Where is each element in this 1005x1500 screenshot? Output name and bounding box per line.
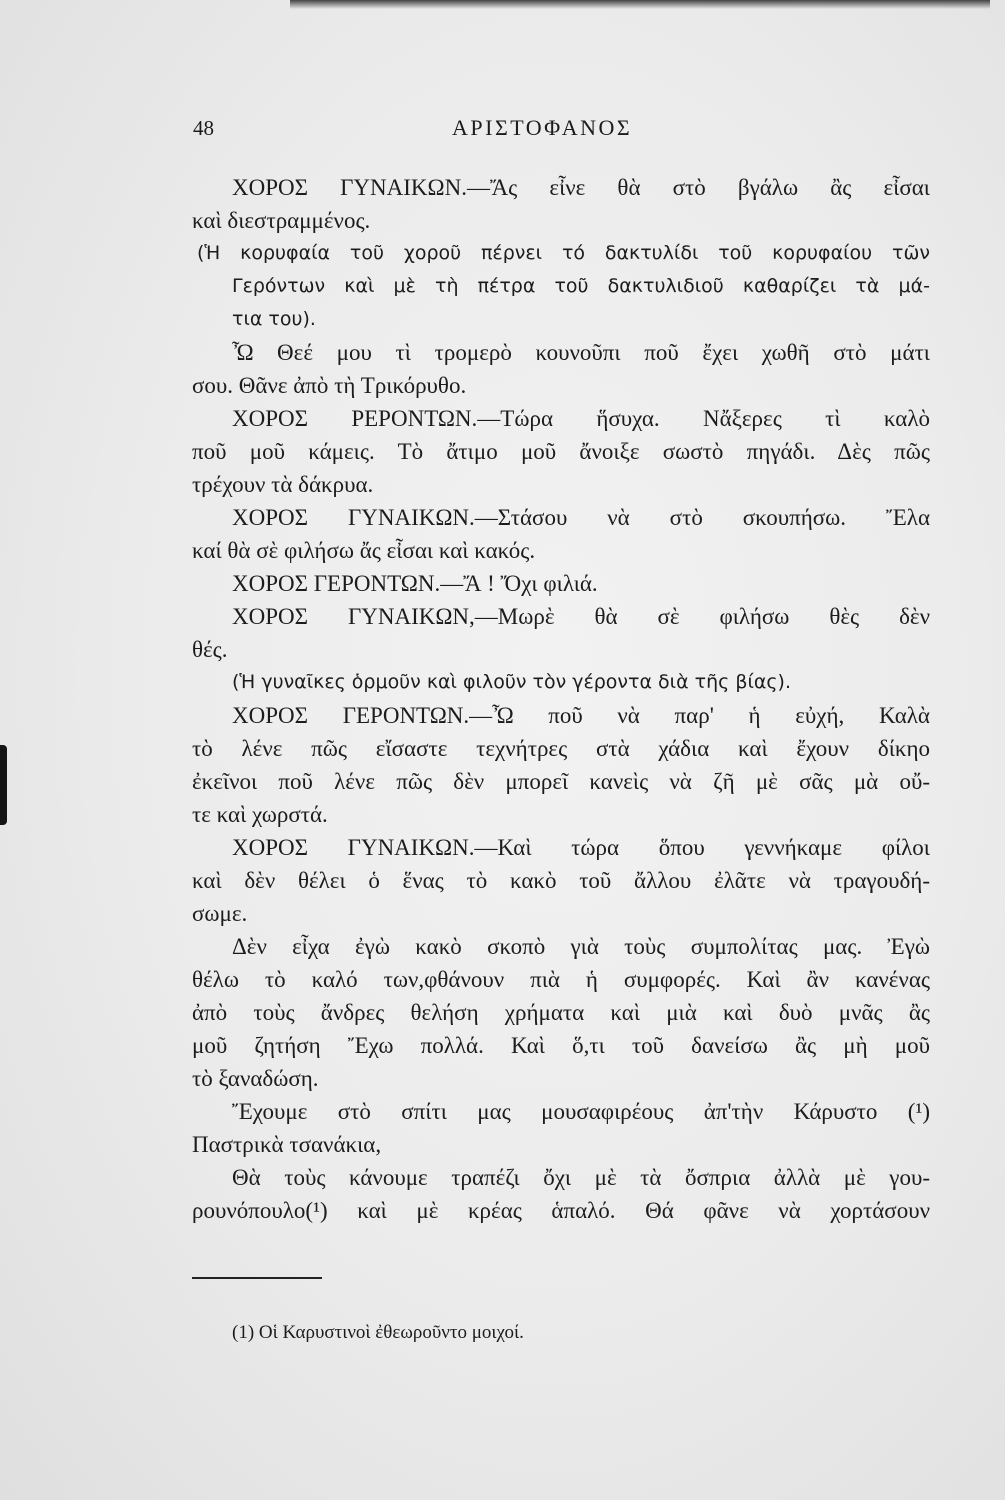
stage-direction-line: τια του). xyxy=(232,308,316,330)
text-line: ἐκεῖνοι ποῦ λένε πῶς δὲν μπορεῖ κανεὶς νὰ ζῆ μὲ σᾶς μὰ οὔ- xyxy=(192,769,930,794)
scan-edge-mark xyxy=(0,745,7,825)
text-line: Ἔχουμε στὸ σπίτι μας μουσαφιρέους ἀπ'τὴν Κάρυστο (¹) xyxy=(232,1099,930,1124)
text-line: καὶ δὲν θέλει ὁ ἕνας τὸ κακὸ τοῦ ἄλλου ἐλᾶτε νὰ τραγουδή- xyxy=(192,868,930,893)
text-line: ἀπὸ τοὺς ἄνδρες θελήση χρήματα καὶ μιὰ καὶ δυὸ μνᾶς ἂς xyxy=(192,1000,930,1025)
text-line: θές. xyxy=(192,637,228,662)
text-line: ποῦ μοῦ κάμεις. Τὸ ἄτιμο μοῦ ἄνοιξε σωστὸ πηγάδι. Δὲς πῶς xyxy=(192,439,930,464)
text-line: ΧΟΡΟΣ ΓΕΡΟΝΤΩΝ.—Ἄ ! Ὄχι φιλιά. xyxy=(232,571,598,596)
text-line: καί θὰ σὲ φιλήσω ἄς εἶσαι καὶ κακός. xyxy=(192,538,536,563)
text-line: ΧΟΡΟΣ ΓΥΝΑΙΚΩΝ,—Μωρὲ θὰ σὲ φιλήσω θὲς δὲν xyxy=(232,604,930,629)
text-line: σωμε. xyxy=(192,901,248,926)
text-line: ΧΟΡΟΣ ΓΕΡΟΝΤΩΝ.—Ὦ ποῦ νὰ παρ' ἡ εὐχή, Καλὰ xyxy=(232,703,930,728)
text-line: ΧΟΡΟΣ ΓΥΝΑΙΚΩΝ.—Στάσου νὰ στὸ σκουπήσω. Ἔλα xyxy=(232,505,930,530)
text-line: ΧΟΡΟΣ ΓΥΝΑΙΚΩΝ.—Ἄς εἶνε θὰ στὸ βγάλω ἂς εἶσαι xyxy=(232,175,930,200)
text-line: θέλω τὸ καλό των,φθάνουν πιὰ ἡ συμφορές. Καὶ ἂν κανένας xyxy=(192,967,930,992)
stage-direction-line: Γερόντων καὶ μὲ τὴ πέτρα τοῦ δακτυλιδιοῦ καθαρίζει τὰ μά- xyxy=(232,275,930,297)
page-number: 48 xyxy=(193,116,214,140)
text-line: τε καὶ χωρστά. xyxy=(192,802,328,827)
text-line: σου. Θᾶνε ἀπὸ τὴ Τρικόρυθο. xyxy=(192,373,467,398)
scan-edge-shadow xyxy=(290,0,990,9)
text-line: Δὲν εἶχα ἐγὼ κακὸ σκοπὸ γιὰ τοὺς συμπολίτας μας. Ἐγὼ xyxy=(232,934,930,959)
text-line: τρέχουν τὰ δάκρυα. xyxy=(192,472,374,497)
running-title: ΑΡΙΣΤΟΦΑΝΟΣ xyxy=(452,115,633,140)
text-line: Παστρικὰ τσανάκια, xyxy=(192,1132,382,1157)
text-line: ρουνόπουλο(¹) καὶ μὲ κρέας ἁπαλό. Θά φᾶνε νὰ χορτάσουν xyxy=(192,1198,930,1223)
text-line: ΧΟΡΟΣ ΓΥΝΑΙΚΩΝ.—Καὶ τώρα ὅπου γεννήκαμε φίλοι xyxy=(232,835,930,860)
footnote: (1) Οἱ Καρυστινοὶ ἐθεωροῦντο μοιχοί. xyxy=(232,1322,524,1343)
stage-direction-line: (Ἡ κορυφαία τοῦ χοροῦ πέρνει τό δακτυλίδι τοῦ κορυφαίου τῶν xyxy=(197,242,930,264)
text-line: Θὰ τοὺς κάνουμε τραπέζι ὄχι μὲ τὰ ὄσπρια ἀλλὰ μὲ γου- xyxy=(232,1165,930,1190)
text-line: μοῦ ζητήση Ἔχω πολλά. Καὶ ὅ,τι τοῦ δανείσω ἂς μὴ μοῦ xyxy=(192,1033,930,1058)
text-line: τὸ λένε πῶς εἴσαστε τεχνήτρες στὰ χάδια καὶ ἔχουν δίκηο xyxy=(192,736,930,761)
text-line: καὶ διεστραμμένος. xyxy=(192,208,371,233)
text-line: Ὦ Θεέ μου τὶ τρομερὸ κουνοῦπι ποῦ ἔχει χωθῆ στὸ μάτι xyxy=(232,340,930,365)
stage-direction-line: (Ἡ γυναῖκες ὁρμοῦν καὶ φιλοῦν τὸν γέροντα διὰ τῆς βίας). xyxy=(232,671,792,693)
text-line: ΧΟΡΟΣ ΡΕΡΟΝΤΩΝ.—Τώρα ἥσυχα. Νἄξερες τὶ καλὸ xyxy=(232,406,930,431)
footnote-rule xyxy=(192,1277,322,1279)
text-line: τὸ ξαναδώση. xyxy=(192,1066,319,1091)
body-text xyxy=(192,171,930,1227)
